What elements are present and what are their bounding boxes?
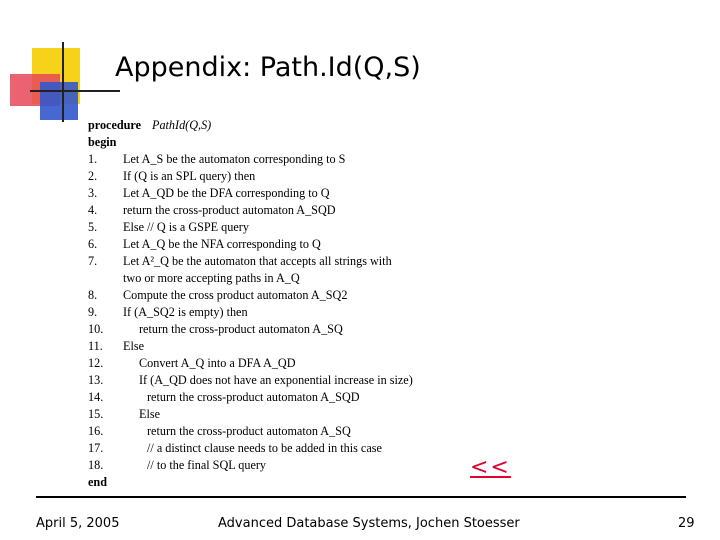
algo-line — [88, 219, 508, 236]
line-text: return the cross-product automaton A_SQD — [147, 390, 360, 404]
line-number: 18. — [88, 458, 104, 472]
line-number: 15. — [88, 407, 104, 421]
line-text: Let A_QD be the DFA corresponding to Q — [123, 186, 330, 200]
line-text: // to the final SQL query — [147, 458, 267, 472]
algo-line — [88, 457, 508, 474]
algo-line — [88, 372, 508, 389]
algo-line — [88, 253, 508, 270]
line-number: 5. — [88, 220, 98, 234]
line-text: Compute the cross product automaton A_SQ2 — [123, 288, 348, 302]
line-number: 13. — [88, 373, 104, 387]
line-number: 7. — [88, 254, 98, 268]
corner-vertical-line — [62, 42, 64, 122]
line-text: Let A_Q be the NFA corresponding to Q — [123, 237, 321, 251]
line-text: return the cross-product automaton A_SQ — [147, 424, 351, 438]
line-number: 2. — [88, 169, 98, 183]
algo-line — [88, 406, 508, 423]
line-text: // a distinct clause needs to be added in this case — [147, 441, 382, 455]
footer-title: Advanced Database Systems, Jochen Stoesser — [218, 516, 520, 531]
algo-lines — [88, 151, 508, 474]
line-number: 8. — [88, 288, 98, 302]
corner-horizontal-line — [30, 90, 120, 92]
algo-line — [88, 440, 508, 457]
algo-line — [88, 168, 508, 185]
footer-date: April 5, 2005 — [36, 516, 120, 531]
procedure-name: PathId(Q,S) — [152, 118, 212, 132]
algo-line — [88, 321, 508, 338]
line-text: Convert A_Q into a DFA A_QD — [139, 356, 296, 370]
keyword-end: end — [88, 475, 107, 489]
page-title: Appendix: Path.Id(Q,S) — [115, 52, 421, 83]
line-text: Else // Q is a GSPE query — [123, 220, 249, 234]
corner-blue-square — [40, 82, 78, 120]
algo-line — [88, 338, 508, 355]
line-number: 10. — [88, 322, 104, 336]
algo-line — [88, 151, 508, 168]
line-number: 6. — [88, 237, 98, 251]
algo-line — [88, 389, 508, 406]
algorithm-block — [88, 117, 508, 491]
back-link[interactable]: << — [470, 455, 511, 480]
algo-line — [88, 236, 508, 253]
line-text: If (A_SQ2 is empty) then — [123, 305, 248, 319]
algo-line — [88, 185, 508, 202]
line-number: 17. — [88, 441, 104, 455]
line-text: If (A_QD does not have an exponential increase in size) — [139, 373, 413, 387]
algo-end — [88, 474, 508, 491]
line-text: Let A_S be the automaton corresponding to S — [123, 152, 346, 166]
line-number: 4. — [88, 203, 98, 217]
keyword-begin: begin — [88, 135, 117, 149]
algo-line — [88, 355, 508, 372]
algo-line — [88, 287, 508, 304]
line-number: 9. — [88, 305, 98, 319]
line-number: 12. — [88, 356, 104, 370]
line-text: Let A²_Q be the automaton that accepts all strings with — [123, 254, 392, 268]
line-text: two or more accepting paths in A_Q — [123, 271, 300, 285]
algo-begin — [88, 134, 508, 151]
line-number: 16. — [88, 424, 104, 438]
line-number: 1. — [88, 152, 98, 166]
algo-header — [88, 117, 508, 134]
line-text: return the cross-product automaton A_SQD — [123, 203, 336, 217]
footer-page-number: 29 — [678, 516, 695, 531]
algo-line — [88, 304, 508, 321]
line-number: 11. — [88, 339, 103, 353]
keyword-procedure: procedure — [88, 118, 142, 132]
line-text: If (Q is an SPL query) then — [123, 169, 256, 183]
algo-line — [88, 423, 508, 440]
line-number: 14. — [88, 390, 104, 404]
line-text: Else — [139, 407, 160, 421]
line-text: Else — [123, 339, 144, 353]
line-number: 3. — [88, 186, 98, 200]
line-text: return the cross-product automaton A_SQ — [139, 322, 343, 336]
algo-line — [88, 270, 508, 287]
algo-line — [88, 202, 508, 219]
footer-divider — [36, 496, 686, 498]
